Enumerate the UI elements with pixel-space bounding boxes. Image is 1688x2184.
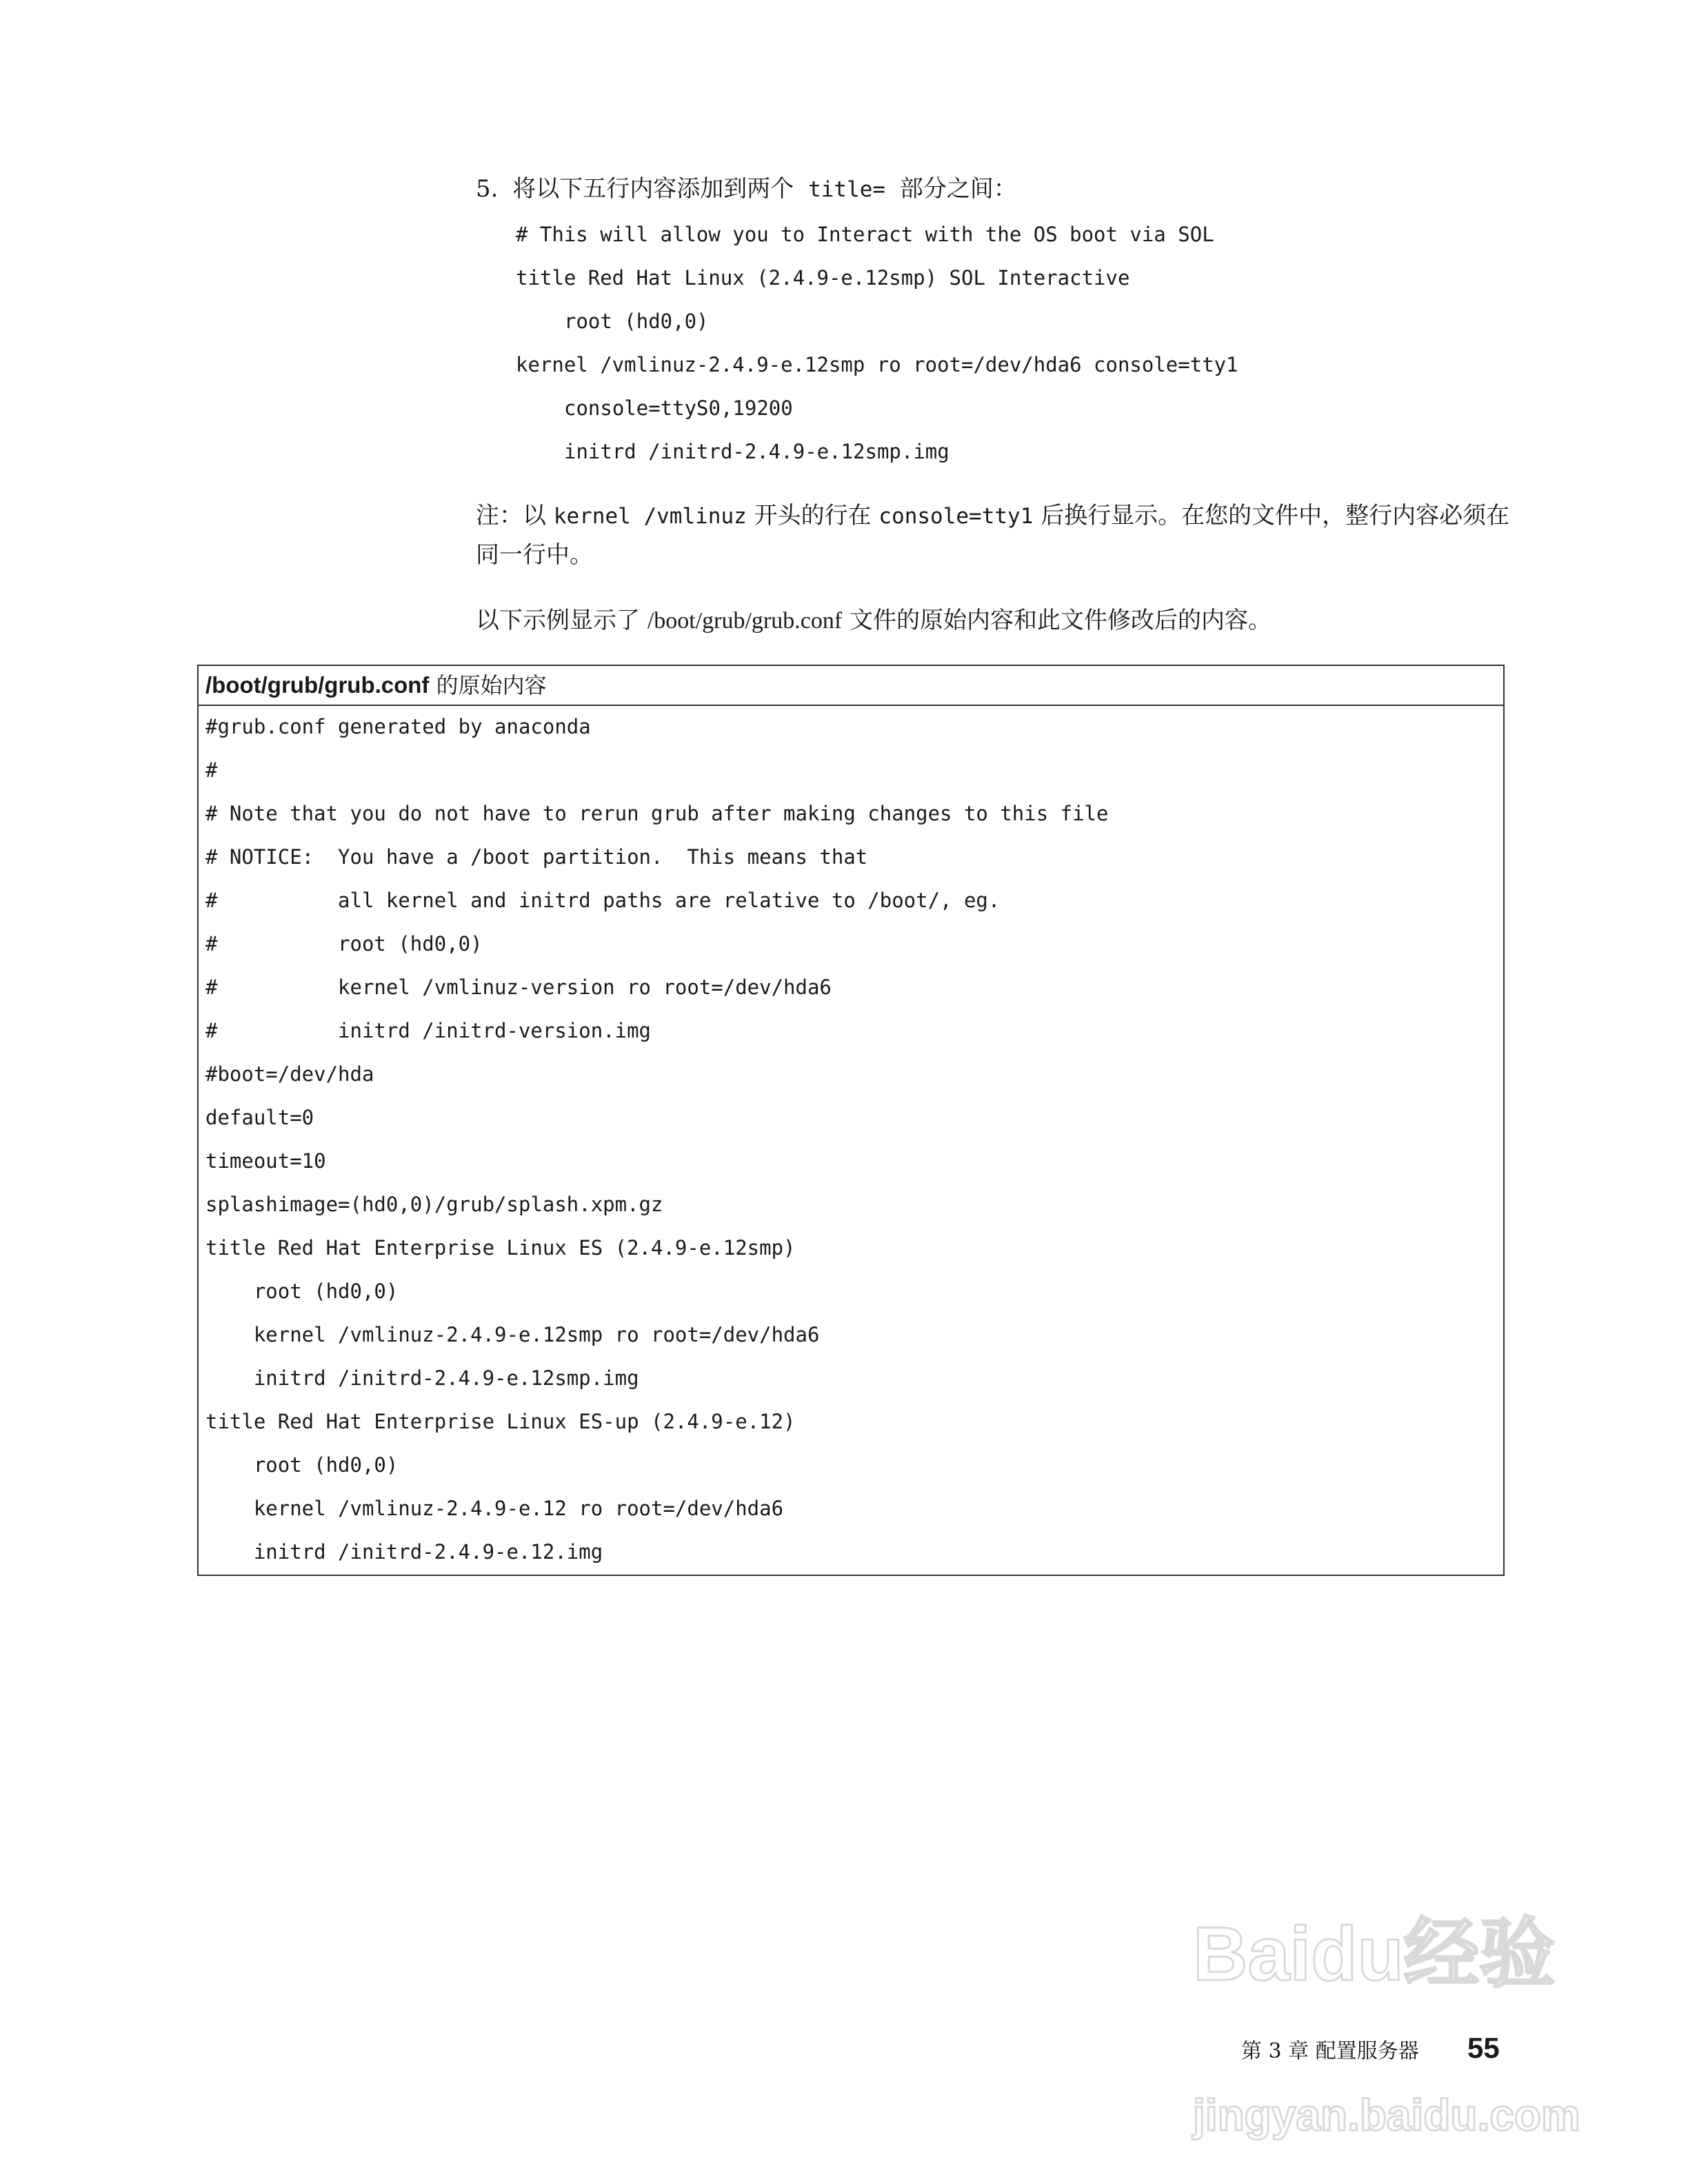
code-line: console=ttyS0,19200 bbox=[564, 396, 793, 420]
table-row: root (hd0,0) bbox=[205, 1280, 399, 1303]
table-row: # NOTICE: You have a /boot partition. This means that bbox=[205, 845, 868, 869]
table-title-path: /boot/grub/grub.conf bbox=[205, 672, 430, 698]
step-5 bbox=[476, 170, 1017, 203]
code-line: title Red Hat Linux (2.4.9-e.12smp) SOL Interactive bbox=[516, 266, 1130, 290]
chapter-footer: 第 3 章 配置服务器 bbox=[1241, 2039, 1419, 2063]
note-code: kernel /vmlinuz bbox=[553, 504, 747, 529]
intro-text-2: 文件的原始内容和此文件修改后的内容。 bbox=[849, 607, 1272, 634]
note-text: 开头的行在 bbox=[754, 502, 872, 529]
table-row: #grub.conf generated by anaconda bbox=[205, 715, 591, 738]
note-code: console=tty1 bbox=[878, 504, 1034, 529]
baidu-watermark-url: jingyan.baidu.com bbox=[1193, 2090, 1580, 2140]
baidu-watermark-logo: Baidu经验 bbox=[1193, 1912, 1556, 1996]
intro-text-1: 以下示例显示了 bbox=[476, 607, 640, 634]
table-row: initrd /initrd-2.4.9-e.12.img bbox=[205, 1540, 603, 1564]
note bbox=[476, 496, 1510, 574]
table-row: timeout=10 bbox=[205, 1149, 326, 1173]
table-row: # root (hd0,0) bbox=[205, 932, 483, 956]
table-row: default=0 bbox=[205, 1106, 314, 1129]
table-row: #boot=/dev/hda bbox=[205, 1062, 374, 1086]
code-line: # This will allow you to Interact with the OS boot via SOL bbox=[516, 223, 1214, 246]
table-row: # initrd /initrd-version.img bbox=[205, 1019, 652, 1042]
note-text: 后换行显示。在您的文件中，整行内容必须在同一行中。 bbox=[476, 502, 1510, 569]
code-line: kernel /vmlinuz-2.4.9-e.12smp ro root=/dev/hda6 console=tty1 bbox=[516, 353, 1238, 376]
table-row: kernel /vmlinuz-2.4.9-e.12smp ro root=/dev/hda6 bbox=[205, 1323, 820, 1346]
table-row: initrd /initrd-2.4.9-e.12smp.img bbox=[205, 1366, 639, 1390]
table-row: # all kernel and initrd paths are relative to /boot/, eg. bbox=[205, 889, 1001, 912]
step-code: title= bbox=[808, 177, 886, 202]
table-row: splashimage=(hd0,0)/grub/splash.xpm.gz bbox=[205, 1193, 663, 1216]
table-header bbox=[199, 666, 1503, 706]
table-row: # Note that you do not have to rerun grub after making changes to this file bbox=[205, 802, 1109, 825]
step-text-after: 部分之间： bbox=[899, 175, 1017, 203]
table-row: title Red Hat Enterprise Linux ES-up (2.4.9-e.12) bbox=[205, 1410, 796, 1433]
table-row: # bbox=[205, 758, 218, 782]
table-row: # kernel /vmlinuz-version ro root=/dev/hda6 bbox=[205, 975, 832, 999]
table-title-suffix: 的原始内容 bbox=[436, 672, 547, 698]
code-line: root (hd0,0) bbox=[564, 310, 709, 333]
page-number: 55 bbox=[1467, 2032, 1500, 2064]
table-row: title Red Hat Enterprise Linux ES (2.4.9-e.12smp) bbox=[205, 1236, 796, 1260]
step-number: 5. bbox=[476, 175, 499, 203]
table-row: kernel /vmlinuz-2.4.9-e.12 ro root=/dev/hda6 bbox=[205, 1497, 784, 1520]
table-row: root (hd0,0) bbox=[205, 1453, 399, 1477]
intro-path: /boot/grub/grub.conf bbox=[647, 608, 843, 634]
code-line: initrd /initrd-2.4.9-e.12smp.img bbox=[564, 440, 950, 463]
intro-text bbox=[476, 601, 1272, 635]
note-text: 注：以 bbox=[476, 502, 546, 529]
step-text: 将以下五行内容添加到两个 bbox=[512, 175, 794, 203]
grub-conf-table bbox=[197, 665, 1505, 1576]
